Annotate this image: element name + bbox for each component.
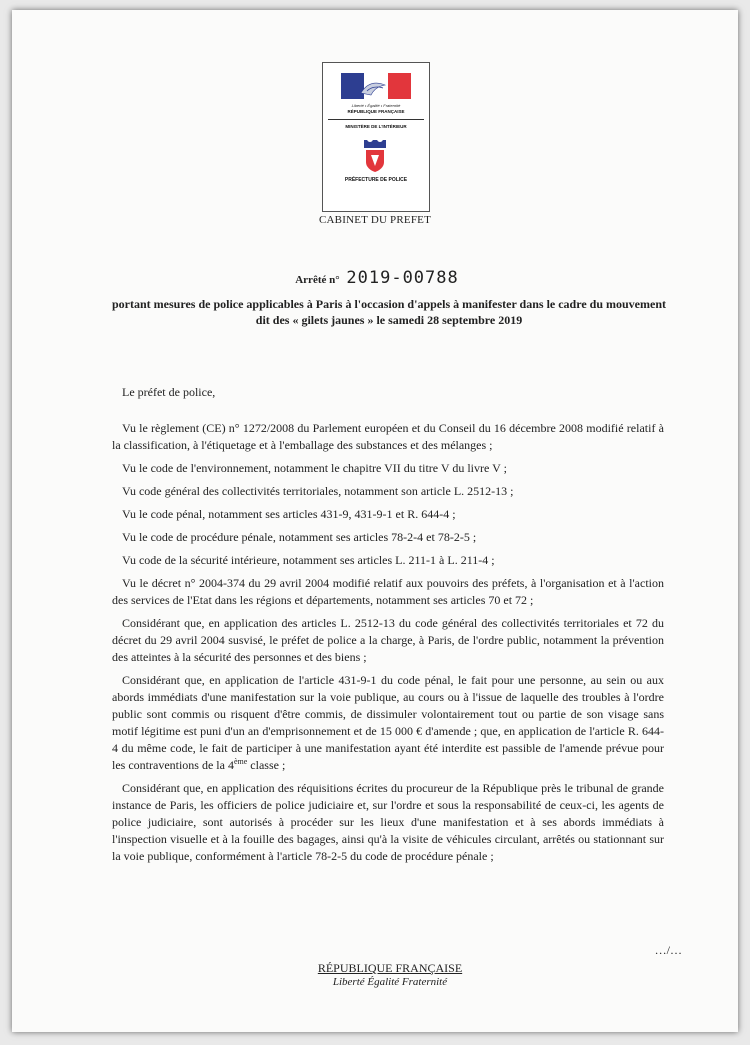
paragraph-mask-rule bbox=[112, 672, 664, 774]
arrete-prefix: Arrêté n° bbox=[295, 274, 340, 286]
footer-republic: RÉPUBLIQUE FRANÇAISE bbox=[317, 961, 463, 975]
paragraph: Vu code général des collectivités territoriales, notamment son article L. 2512-13 ; bbox=[122, 484, 514, 498]
paragraph: Vu le code pénal, notamment ses articles 431-9, 431-9-1 et R. 644-4 ; bbox=[122, 507, 456, 521]
paragraph: Vu le code de l'environnement, notamment le chapitre VII du titre V du livre V ; bbox=[122, 461, 507, 475]
mask-rule-end: classe ; bbox=[247, 758, 286, 772]
paragraph: Vu code de la sécurité intérieure, notamment ses articles L. 211-1 à L. 211-4 ; bbox=[122, 553, 495, 567]
logo-motto-small: Liberté • Égalité • Fraternité bbox=[351, 103, 401, 108]
paragraph: Vu le décret n° 2004-374 du 29 avril 2004 modifié relatif aux pouvoirs des préfets, à l'organisation et à l'action des services de l'Etat dans les régions et départements, notamment ses articles 70 et 72 ; bbox=[112, 576, 664, 607]
paragraph: Considérant que, en application des réquisitions écrites du procureur de la République près le tribunal de grande instance de Paris, les officiers de police judiciaire et, sur l'ordre et sous la responsabilité de ceux-ci, les agents de police judiciaire, sont autorisés à procéder sur les lieux d'une manifestation et à ses abords immédiats à l'inspection visuelle et à la fouille des bagages, ainsi qu'à la visite de véhicules circulant, arrêtés ou stationnant sur la voie publique, conformément à l'article 78-2-5 du code de procédure pénale ; bbox=[112, 781, 664, 863]
paragraph: Vu le règlement (CE) n° 1272/2008 du Parlement européen et du Conseil du 16 décembre 2008 modifié relatif à la classification, à l'étiquetage et à l'emballage des substances et des mélanges ; bbox=[112, 421, 664, 452]
arrete-subtitle: portant mesures de police applicables à Paris à l'occasion d'appels à manifester dans le cadre du mouvement dit des « gilets jaunes » le samedi 28 septembre 2019 bbox=[112, 297, 666, 327]
arrete-number: 2019-00788 bbox=[346, 268, 459, 288]
paragraph: Considérant que, en application des articles L. 2512-13 du code général des collectivités territoriales et 72 du décret du 29 avril 2004 susvisé, le préfet de police a la charge, à Paris, de l'ordre public, notamment la prévention des atteintes à la sécurité des personnes et des biens ; bbox=[112, 616, 664, 664]
mask-rule-text: Considérant que, en application de l'article 431-9-1 du code pénal, le fait pour une personne, au sein ou aux abords immédiats d'une manifestation sur la voie publique, au cours ou à l'issue de laquelle des troubles à l'ordre public sont commis ou risquent d'être commis, de dissimuler volontairement tout ou partie de son visage sans motif légitime est puni d'un an d'emprisonnement et de 15 000 € d'amende ; que, en application de l'article R. 644-4 du même code, le fait de participer à une manifestation ayant été interdite est passible de l'amende prévue pour les contraventions de la 4 bbox=[112, 673, 664, 772]
continuation-mark: …/… bbox=[654, 943, 682, 957]
cabinet-heading: CABINET DU PREFET bbox=[319, 214, 431, 226]
prefecture-emblem-icon bbox=[360, 136, 390, 174]
ordinal-superscript: ème bbox=[233, 757, 248, 766]
footer-motto: Liberté Égalité Fraternité bbox=[332, 976, 448, 988]
document-page bbox=[12, 10, 738, 1032]
ministry-label: MINISTÈRE DE L'INTÉRIEUR bbox=[345, 124, 407, 129]
logo-divider bbox=[328, 119, 424, 120]
arrete-title bbox=[212, 268, 542, 288]
logo-republic-label: RÉPUBLIQUE FRANÇAISE bbox=[347, 109, 405, 114]
marianne-logo-icon bbox=[341, 73, 411, 99]
letterhead-logo bbox=[322, 62, 430, 212]
opening-line: Le préfet de police, bbox=[122, 385, 216, 399]
prefecture-label: PRÉFECTURE DE POLICE bbox=[344, 177, 408, 183]
document-body bbox=[112, 384, 664, 871]
paragraph: Vu le code de procédure pénale, notamment ses articles 78-2-4 et 78-2-5 ; bbox=[122, 530, 477, 544]
